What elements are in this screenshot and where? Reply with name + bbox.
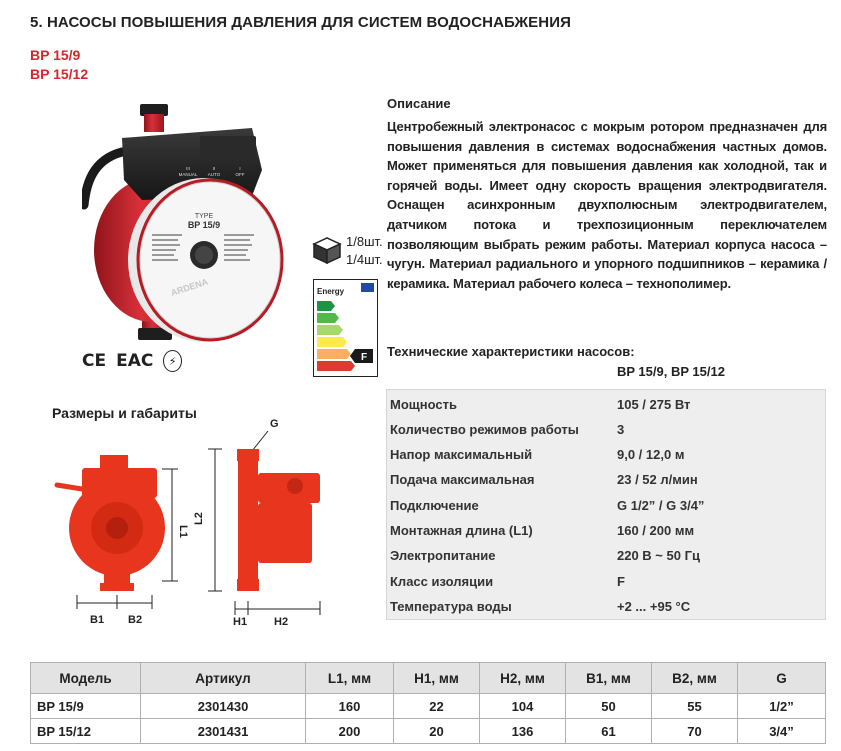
dimensions-drawing [52, 413, 352, 633]
spec-value: F [617, 574, 625, 589]
table-cell: 50 [566, 694, 652, 719]
spec-row [387, 392, 825, 417]
spec-label: Напор максимальный [390, 447, 533, 462]
column-header: Артикул [141, 663, 306, 694]
plate-model-label: BP 15/9 [187, 220, 221, 230]
spec-value: 9,0 / 12,0 м [617, 447, 685, 462]
energy-class-label: F [360, 352, 368, 363]
pack-qty-1: 1/8шт. [346, 234, 383, 249]
spec-title: Технические характеристики насосов: [387, 344, 635, 359]
page-heading: 5. НАСОСЫ ПОВЫШЕНИЯ ДАВЛЕНИЯ ДЛЯ СИСТЕМ ВОДОСНАБЖЕНИЯ [30, 14, 571, 31]
switch-label-auto: AUTO [207, 172, 221, 177]
column-header: Модель [31, 663, 141, 694]
b1-label: B1 [90, 614, 105, 626]
table-cell: 22 [394, 694, 480, 719]
table-cell: 61 [566, 719, 652, 744]
pump-photo [82, 100, 298, 348]
eac-mark: EAC [116, 351, 154, 371]
table-cell: 2301431 [141, 719, 306, 744]
spec-value: 160 / 200 мм [617, 523, 695, 538]
front-view [57, 455, 189, 626]
spec-value: 105 / 275 Вт [617, 397, 691, 412]
certification-marks [82, 349, 182, 373]
switch-label-off: OFF [235, 172, 245, 177]
table-cell: 104 [480, 694, 566, 719]
spec-row [387, 467, 825, 492]
column-header: G [738, 663, 826, 694]
ce-mark: CE [82, 351, 107, 371]
model-name-1: BP 15/9 [30, 47, 81, 63]
spec-label: Класс изоляции [390, 574, 494, 589]
spec-row [387, 543, 825, 568]
column-header: H1, мм [394, 663, 480, 694]
spec-label: Мощность [390, 397, 457, 412]
g-label: G [270, 418, 279, 430]
energy-word: Energy [317, 287, 345, 296]
description-text: Центробежный электронасос с мокрым ротором предназначен для повышения давления в системах водоснабжения частных домов. Может применяться для повышения давления как холодной, так и горячей воды. Имеет одну скорость вращения электродвигателя. Оснащен асинхронным двухполюсным электродвигателем, датчиком потока и трехпозиционным переключателем позволяющим выбрать режим работы. Материал корпуса насоса – чугун. Материал радиального и упорного подшипников – керамика / керамика. Материал рабочего колеса – технополимер. [387, 119, 827, 291]
column-header: H2, мм [480, 663, 566, 694]
table-cell: 2301430 [141, 694, 306, 719]
b2-label: B2 [128, 614, 143, 626]
wras-mark-icon: ⚡ [163, 350, 182, 372]
spec-label: Подача максимальная [390, 472, 535, 487]
switch-label-ii: II [212, 166, 216, 171]
plate-type-label: TYPE [194, 213, 214, 220]
dimensions-title: Размеры и габариты [52, 405, 197, 421]
spec-label: Подключение [390, 498, 479, 513]
description-title: Описание [387, 96, 451, 111]
table-row [31, 719, 826, 744]
side-view [193, 418, 320, 628]
table-row [31, 694, 826, 719]
model-name-2: BP 15/12 [30, 66, 89, 82]
spec-models: BP 15/9, BP 15/12 [617, 364, 725, 379]
column-header: L1, мм [306, 663, 394, 694]
table-cell: 55 [652, 694, 738, 719]
column-header: B2, мм [652, 663, 738, 694]
table-header-row [31, 663, 826, 694]
l2-label: L2 [193, 512, 205, 525]
table-cell: BP 15/12 [31, 719, 141, 744]
table-cell: 70 [652, 719, 738, 744]
spec-value: G 1/2” / G 3/4” [617, 498, 705, 513]
switch-label-i: I [239, 166, 241, 171]
h1-label: H1 [233, 616, 248, 628]
spec-row [387, 569, 825, 594]
energy-label [313, 279, 378, 377]
table-cell: 200 [306, 719, 394, 744]
spec-row [387, 518, 825, 543]
switch-label-iii: III [186, 166, 190, 171]
spec-label: Монтажная длина (L1) [390, 523, 533, 538]
spec-value: +2 ... +95 °С [617, 599, 691, 614]
column-header: B1, мм [566, 663, 652, 694]
spec-label: Количество режимов работы [390, 422, 579, 437]
pack-qty-2: 1/4шт. [346, 252, 383, 267]
spec-row [387, 417, 825, 442]
spec-row [387, 594, 825, 619]
spec-row [387, 493, 825, 518]
table-cell: 136 [480, 719, 566, 744]
spec-value: 3 [617, 422, 625, 437]
table-cell: 3/4” [738, 719, 826, 744]
switch-label-manual: MANUAL [178, 172, 198, 177]
dimension-table [30, 662, 826, 744]
spec-row [387, 442, 825, 467]
box-icon [311, 234, 343, 264]
spec-value: 220 В ~ 50 Гц [617, 548, 700, 563]
spec-value: 23 / 52 л/мин [617, 472, 698, 487]
table-cell: 160 [306, 694, 394, 719]
spec-label: Температура воды [390, 599, 512, 614]
table-cell: 20 [394, 719, 480, 744]
table-cell: BP 15/9 [31, 694, 141, 719]
table-cell: 1/2” [738, 694, 826, 719]
spec-table [386, 389, 826, 620]
spec-label: Электропитание [390, 548, 496, 563]
l1-label: L1 [177, 525, 189, 538]
brand-label: ARDENA [169, 276, 210, 298]
h2-label: H2 [274, 616, 289, 628]
